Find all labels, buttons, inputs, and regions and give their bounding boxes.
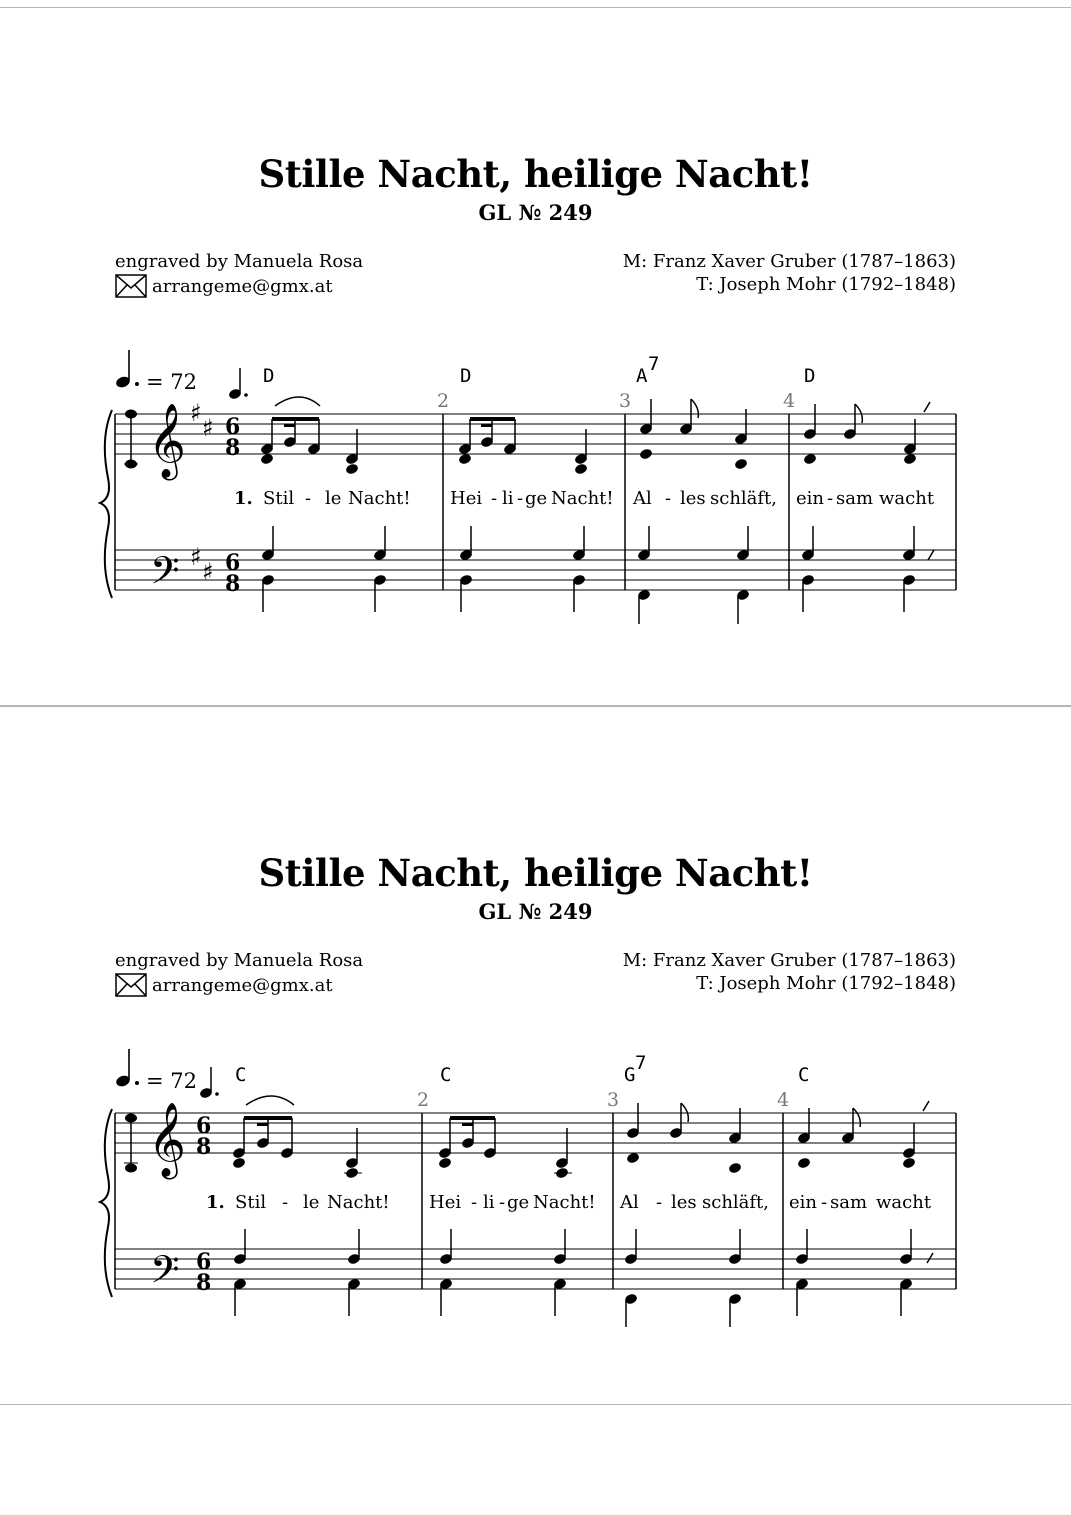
treble-clef: 𝄞: [148, 1103, 186, 1177]
bass-clef: 𝄢: [150, 548, 180, 602]
lyric-syllable: -: [821, 1192, 828, 1213]
lyric-syllable: -: [665, 488, 672, 509]
lyric-syllable: schläft,: [702, 1192, 770, 1213]
svg-text:8: 8: [196, 1270, 212, 1296]
treble-notes: [260, 397, 930, 475]
score-page-d-major: [0, 7, 1071, 706]
treble-notes: [232, 1096, 929, 1179]
chord-superscript: 7: [635, 1052, 647, 1074]
composer-credit: M: Franz Xaver Gruber (1787–1863): [622, 950, 956, 971]
time-signature: [196, 1113, 211, 1160]
lyric-syllable: Stil: [263, 488, 295, 509]
lyric-syllable: ge: [507, 1192, 530, 1213]
lyric-syllable: -: [491, 488, 498, 509]
system-brace: [100, 1109, 112, 1297]
lyric-syllable: -: [499, 1192, 506, 1213]
lyricist-credit: T: Joseph Mohr (1792–1848): [696, 973, 956, 994]
svg-text:6: 6: [196, 1249, 212, 1275]
lyric-syllable: wacht: [876, 1192, 932, 1213]
lyric-syllable: Al: [620, 1192, 639, 1213]
engraver-credit: engraved by Manuela Rosa: [115, 251, 364, 272]
chord-symbol: G: [624, 1064, 636, 1086]
svg-text:6: 6: [225, 414, 241, 440]
lyric-syllable: les: [671, 1192, 697, 1213]
svg-text:8: 8: [225, 435, 241, 461]
svg-text:6: 6: [196, 1113, 212, 1139]
lyric-syllable: ein: [789, 1192, 818, 1213]
treble-clef: 𝄞: [148, 404, 186, 478]
lyric-syllable: -: [282, 1192, 289, 1213]
treble-staff: [115, 1113, 956, 1153]
cue-note: [228, 368, 248, 400]
lyric-syllable: Nacht!: [348, 488, 411, 509]
chord-symbol: A: [636, 365, 648, 387]
key-signature: ♯: [202, 558, 214, 586]
lyric-syllable: -: [471, 1192, 478, 1213]
music-score: [0, 8, 1071, 705]
chord-symbol: D: [460, 365, 472, 387]
song-title: Stille Nacht, heilige Nacht!: [258, 152, 813, 196]
lyric-syllable: Nacht!: [533, 1192, 596, 1213]
cue-note: [199, 1067, 219, 1099]
bar-number: 4: [783, 390, 796, 412]
bar-number: 3: [607, 1089, 620, 1111]
system-brace: [100, 410, 112, 598]
lyric-syllable: li: [483, 1192, 495, 1213]
chord-symbol: C: [798, 1064, 810, 1086]
lyric-syllable: Stil: [235, 1192, 267, 1213]
lyric-syllable: schläft,: [710, 488, 778, 509]
verse-number: 1.: [206, 1192, 225, 1213]
song-title: Stille Nacht, heilige Nacht!: [258, 851, 813, 895]
lyric-syllable: Hei: [429, 1192, 462, 1213]
bar-number: 2: [437, 390, 450, 412]
verse-number: 1.: [234, 488, 253, 509]
lyric-syllable: Nacht!: [551, 488, 614, 509]
tempo-value: = 72: [146, 1069, 197, 1093]
lyric-syllable: Hei: [450, 488, 483, 509]
composer-credit: M: Franz Xaver Gruber (1787–1863): [622, 251, 956, 272]
lyric-syllable: ge: [525, 488, 548, 509]
treble-staff: [115, 414, 956, 454]
time-signature: [196, 1249, 211, 1296]
chord-symbol: C: [235, 1064, 247, 1086]
lyric-syllable: wacht: [879, 488, 935, 509]
lyric-syllable: ein: [796, 488, 825, 509]
tempo-marking: [115, 350, 197, 394]
song-subtitle: GL № 249: [478, 200, 593, 225]
chord-symbol: C: [440, 1064, 452, 1086]
email-address: arrangeme@gmx.at: [152, 275, 333, 297]
key-signature: ♯: [202, 414, 214, 442]
lyric-syllable: -: [305, 488, 312, 509]
lyric-syllable: -: [656, 1192, 663, 1213]
bar-number: 4: [777, 1089, 790, 1111]
tempo-marking: [115, 1049, 197, 1093]
ambitus: [124, 410, 138, 469]
lyric-syllable: Nacht!: [327, 1192, 390, 1213]
song-subtitle: GL № 249: [478, 899, 593, 924]
bass-staff: [115, 550, 956, 590]
chord-symbol: D: [804, 365, 816, 387]
bass-notes: [233, 1229, 933, 1327]
svg-text:8: 8: [196, 1134, 212, 1160]
chord-symbol: D: [263, 365, 275, 387]
lyricist-credit: T: Joseph Mohr (1792–1848): [696, 274, 956, 295]
time-signature: [225, 550, 240, 597]
chord-superscript: 7: [648, 353, 660, 375]
bar-number: 2: [417, 1089, 430, 1111]
svg-text:6: 6: [225, 550, 241, 576]
tempo-value: = 72: [146, 370, 197, 394]
time-signature: [225, 414, 240, 461]
bar-number: 3: [619, 390, 632, 412]
music-score: [0, 707, 1071, 1404]
bass-notes: [261, 526, 934, 624]
lyric-syllable: le: [303, 1192, 320, 1213]
lyric-syllable: sam: [836, 488, 874, 509]
key-signature: ♯: [190, 399, 202, 427]
email-address: arrangeme@gmx.at: [152, 974, 333, 996]
key-signature: ♯: [190, 543, 202, 571]
lyric-syllable: -: [517, 488, 524, 509]
lyric-syllable: le: [325, 488, 342, 509]
lyric-syllable: les: [680, 488, 706, 509]
lyric-syllable: -: [827, 488, 834, 509]
score-page-c-major: [0, 706, 1071, 1405]
svg-text:8: 8: [225, 571, 241, 597]
lyric-syllable: li: [502, 488, 514, 509]
engraver-credit: engraved by Manuela Rosa: [115, 950, 364, 971]
bass-clef: 𝄢: [150, 1247, 180, 1301]
lyric-syllable: Al: [633, 488, 652, 509]
lyric-syllable: sam: [830, 1192, 868, 1213]
